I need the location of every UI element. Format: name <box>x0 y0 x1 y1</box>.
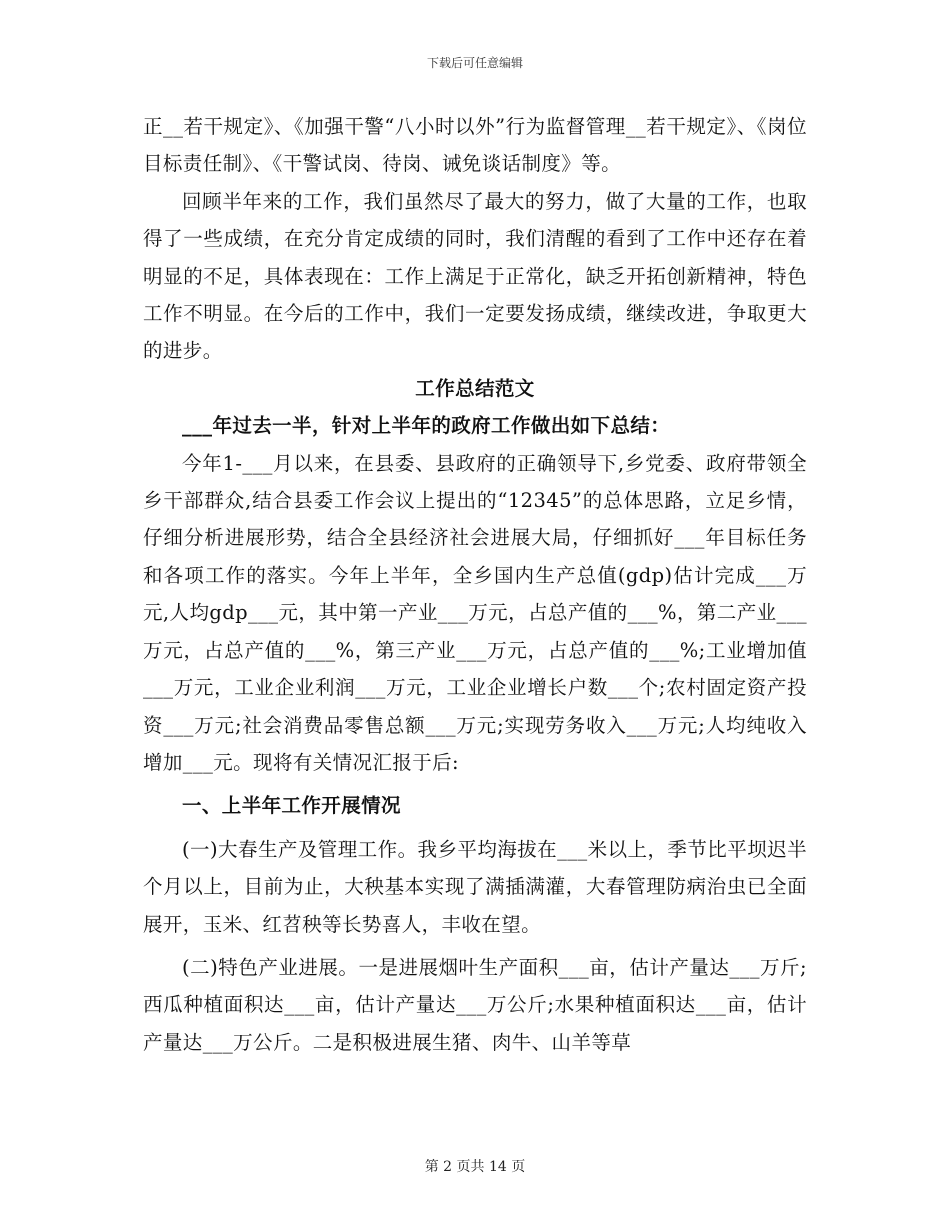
paragraph-spring-production: (一)大春生产及管理工作。我乡平均海拔在___米以上，季节比平坝迟半个月以上，目前为止，大秧基本实现了满插满灌，大春管理防病治虫已全面展开，玉米、红苕秧等长势喜人，丰收在望。 <box>143 837 807 936</box>
page-header: 下载后可任意编辑 <box>426 56 523 70</box>
paragraph-continuation: 正__若干规定》、《加强干警“八小时以外”行为监督管理__若干规定》、《岗位目标责任制》、《干警试岗、待岗、诫免谈话制度》等。 <box>143 115 807 176</box>
section-subtitle: ___年过去一半，针对上半年的政府工作做出如下总结： <box>182 414 671 438</box>
page-footer: 第 2 页共 14 页 <box>424 1159 526 1175</box>
paragraph-specialty-industry: (二)特色产业进展。一是进展烟叶生产面积___亩，估计产量达___万斤;西瓜种植面积达___亩，估计产量达___万公斤;水果种植面积达___亩，估计产量达___万公斤。二是积极进展生猪、肉牛、山羊等草 <box>143 955 807 1054</box>
section-title: 工作总结范文 <box>415 376 535 400</box>
paragraph-review: 回顾半年来的工作，我们虽然尽了最大的努力，做了大量的工作，也取得了一些成绩，在充分肯定成绩的同时，我们清醒的看到了工作中还存在着明显的不足，具体表现在：工作上满足于正常化，缺乏开拓创新精神，特色工作不明显。在今后的工作中，我们一定要发扬成绩，继续改进，争取更大的进步。 <box>143 189 807 363</box>
heading-first-half-work: 一、上半年工作开展情况 <box>182 794 401 818</box>
paragraph-overview: 今年1-___月以来，在县委、县政府的正确领导下,乡党委、政府带领全乡干部群众,结合县委工作会议上提出的“12345”的总体思路，立足乡情，仔细分析进展形势，结合全县经济社会进展大局，仔细抓好___年目标任务和各项工作的落实。今年上半年，全乡国内生产总值(gdp)估计完成___万元,人均gdp___元，其中第一产业___万元，占总产值的___%，第二产业___万元，占总产值的___%，第三产业___万元，占总产值的___%;工业增加值___万元，工业企业利润___万元，工业企业增长户数___个;农村固定资产投资___万元;社会消费品零售总额___万元;实现劳务收入___万元;人均纯收入增加___元。现将有关情况汇报于后: <box>143 451 807 774</box>
document-body <box>143 108 807 1061</box>
